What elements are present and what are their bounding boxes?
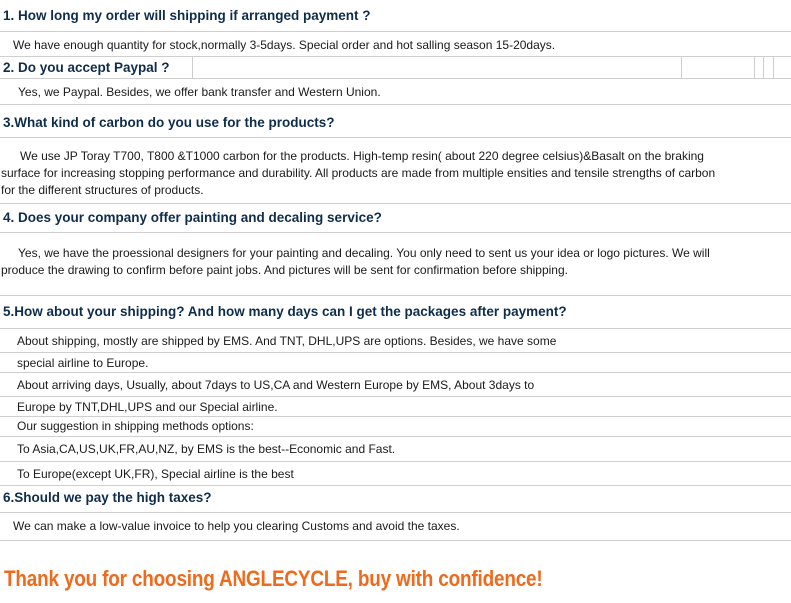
table-cell-divider	[681, 57, 682, 78]
answer-5-line-2: special airline to Europe.	[17, 356, 149, 370]
question-2: 2. Do you accept Paypal ?	[3, 60, 170, 75]
answer-5-line-3: About arriving days, Usually, about 7days to US,CA and Western Europe by EMS, About 3days to	[17, 378, 535, 392]
question-row-1	[0, 0, 791, 32]
answer-2-line-1: Yes, we Paypal. Besides, we offer bank transfer and Western Union.	[18, 85, 381, 99]
answer-1-line-1: We have enough quantity for stock,normally 3-5days. Special order and hot salling season 15-20days.	[13, 38, 556, 52]
answer-row-5e	[0, 417, 791, 437]
question-4: 4. Does your company offer painting and decaling service?	[3, 210, 382, 225]
thank-you-banner: Thank you for choosing ANGLECYCLE, buy with confidence!	[4, 566, 543, 591]
question-5: 5.How about your shipping? And how many days can I get the packages after payment?	[3, 304, 567, 319]
question-row-4	[0, 204, 791, 233]
answer-row-2	[0, 79, 791, 105]
answer-5-line-1: About shipping, mostly are shipped by EMS. And TNT, DHL,UPS are options. Besides, we have some	[17, 334, 557, 348]
answer-row-1	[0, 32, 791, 57]
question-3: 3.What kind of carbon do you use for the products?	[3, 115, 335, 130]
answer-row-5f	[0, 437, 791, 462]
table-cell-divider	[773, 57, 774, 78]
answer-6-line-1: We can make a low-value invoice to help you clearing Customs and avoid the taxes.	[13, 519, 460, 533]
table-cell-divider	[754, 57, 755, 78]
question-1: 1. How long my order will shipping if arranged payment ?	[3, 8, 371, 23]
answer-row-5d	[0, 397, 791, 417]
answer-3-line-1: We use JP Toray T700, T800 &T1000 carbon for the products. High-temp resin( about 220 degree celsius)&Basalt on the braking	[20, 149, 704, 163]
question-row-6	[0, 486, 791, 513]
table-cell-divider	[192, 57, 193, 78]
question-row-5	[0, 296, 791, 329]
answer-5-line-7: To Europe(except UK,FR), Special airline is the best	[17, 467, 294, 481]
table-cell-divider	[763, 57, 764, 78]
answer-row-3	[0, 138, 791, 204]
question-row-2	[0, 57, 791, 79]
answer-5-line-5: Our suggestion in shipping methods options:	[17, 419, 254, 433]
answer-3-line-2: surface for increasing stopping performance and durability. All products are made from multiple ensities and tensile strengths of carbon	[1, 166, 716, 180]
answer-row-4	[0, 233, 791, 296]
answer-3-line-3: for the different structures of products.	[1, 183, 204, 197]
answer-5-line-6: To Asia,CA,US,UK,FR,AU,NZ, by EMS is the best--Economic and Fast.	[17, 442, 396, 456]
question-row-3	[0, 105, 791, 138]
answer-row-5a	[0, 329, 791, 353]
answer-row-5g	[0, 462, 791, 486]
answer-row-5c	[0, 373, 791, 397]
answer-row-6	[0, 513, 791, 541]
answer-5-line-4: Europe by TNT,DHL,UPS and our Special airline.	[17, 400, 278, 414]
answer-4-line-1: Yes, we have the proessional designers for your painting and decaling. You only need to sent us your idea or logo pictures. We will	[18, 246, 710, 260]
answer-4-line-2: produce the drawing to confirm before paint jobs. And pictures will be sent for confirmation before shipping.	[1, 263, 568, 277]
answer-row-5b	[0, 353, 791, 373]
question-6: 6.Should we pay the high taxes?	[3, 490, 212, 505]
